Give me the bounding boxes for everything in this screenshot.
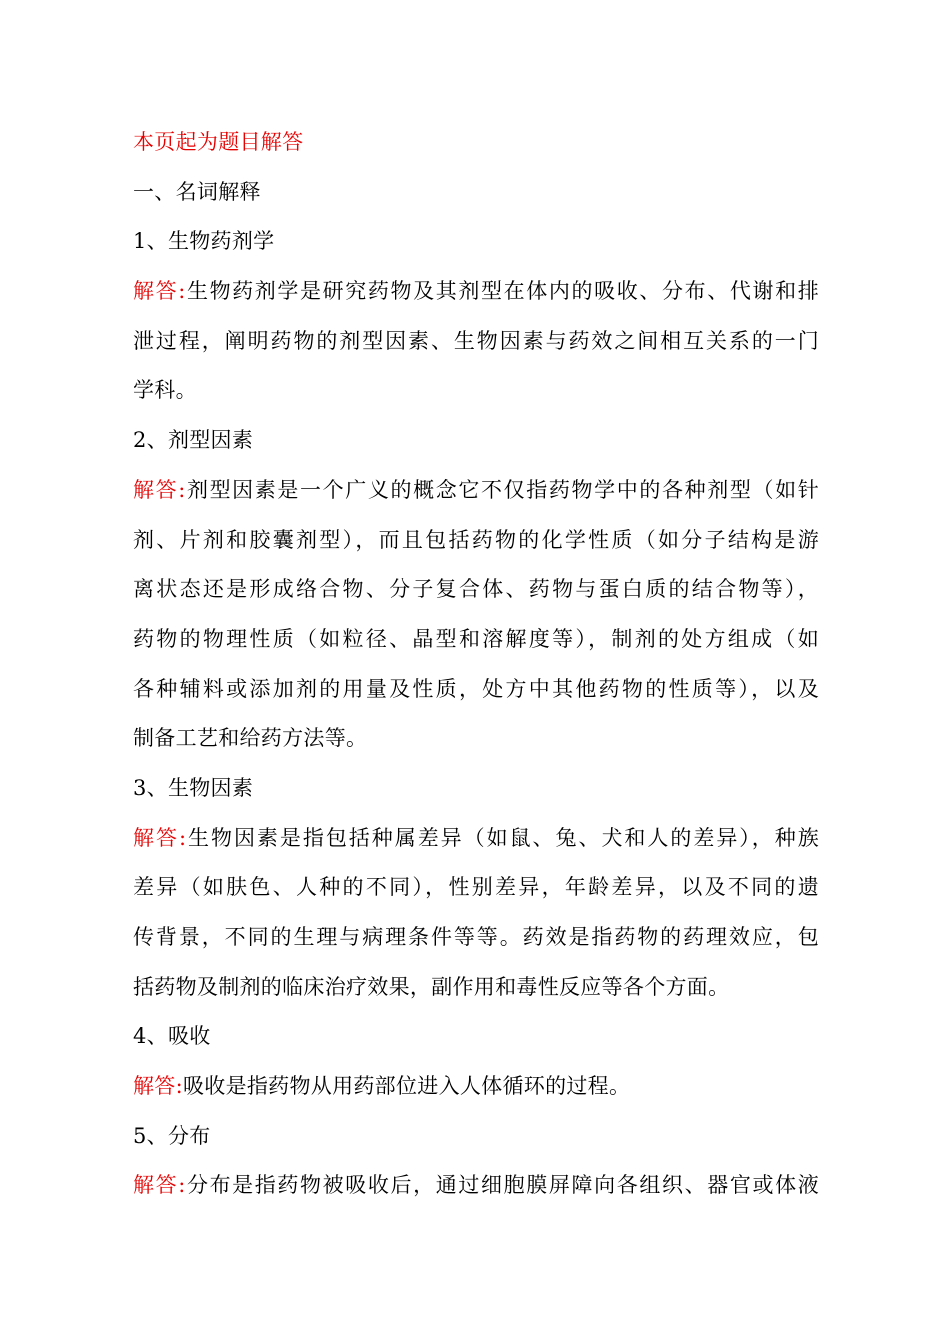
term-heading: 3、生物因素 [133,775,254,800]
answer-line: 剂、片剂和胶囊剂型），而且包括药物的化学性质（如分子结构是游 [133,527,819,552]
answer-line: 学科。 [133,378,197,403]
term-heading: 4、吸收 [133,1024,211,1049]
term-heading: 1、生物药剂学 [133,229,275,254]
page-header-title: 本页起为题目解答 [133,130,304,154]
answer-text: 吸收是指药物从用药部位进入人体循环的过程。 [182,1074,631,1099]
section-heading: 一、名词解释 [133,179,261,204]
answer-label: 解答: [133,1074,183,1099]
term-heading: 5、分布 [133,1123,211,1148]
answer-line: 药物的物理性质（如粒径、晶型和溶解度等），制剂的处方组成（如 [133,626,819,651]
answer-text: 分布是指药物被吸收后，通过细胞膜屏障向各组织、器官或体液 [185,1173,819,1198]
answer-line [133,466,819,516]
answer-text: 生物药剂学是研究药物及其剂型在体内的吸收、分布、代谢和排 [185,279,819,304]
answer-line: 括药物及制剂的临床治疗效果，副作用和毒性反应等各个方面。 [133,974,730,999]
answer-line: 各种辅料或添加剂的用量及性质，处方中其他药物的性质等），以及 [133,676,819,701]
answer-text: 剂型因素是一个广义的概念它不仅指药物学中的各种剂型（如针 [185,477,819,502]
answer-label: 解答: [133,477,186,502]
answer-line [133,1062,823,1112]
document-page [133,118,823,1211]
answer-line: 泄过程，阐明药物的剂型因素、生物因素与药效之间相互关系的一门 [133,328,819,353]
term-heading: 2、剂型因素 [133,428,254,453]
answer-line [133,1161,819,1211]
answer-text: 生物因素是指包括种属差异（如鼠、兔、犬和人的差异），种族 [186,825,819,850]
answer-line [133,267,819,317]
answer-label: 解答: [133,1173,186,1198]
answer-line: 制备工艺和给药方法等。 [133,726,368,751]
answer-line: 传背景，不同的生理与病理条件等等。药效是指药物的药理效应，包 [133,925,819,949]
answer-line: 离状态还是形成络合物、分子复合体、药物与蛋白质的结合物等）， [133,577,819,602]
answer-label: 解答: [133,825,187,850]
answer-label: 解答: [133,279,186,304]
answer-line: 差异（如肤色、人种的不同），性别差异，年龄差异，以及不同的遗 [133,875,819,900]
answer-line [133,814,819,864]
